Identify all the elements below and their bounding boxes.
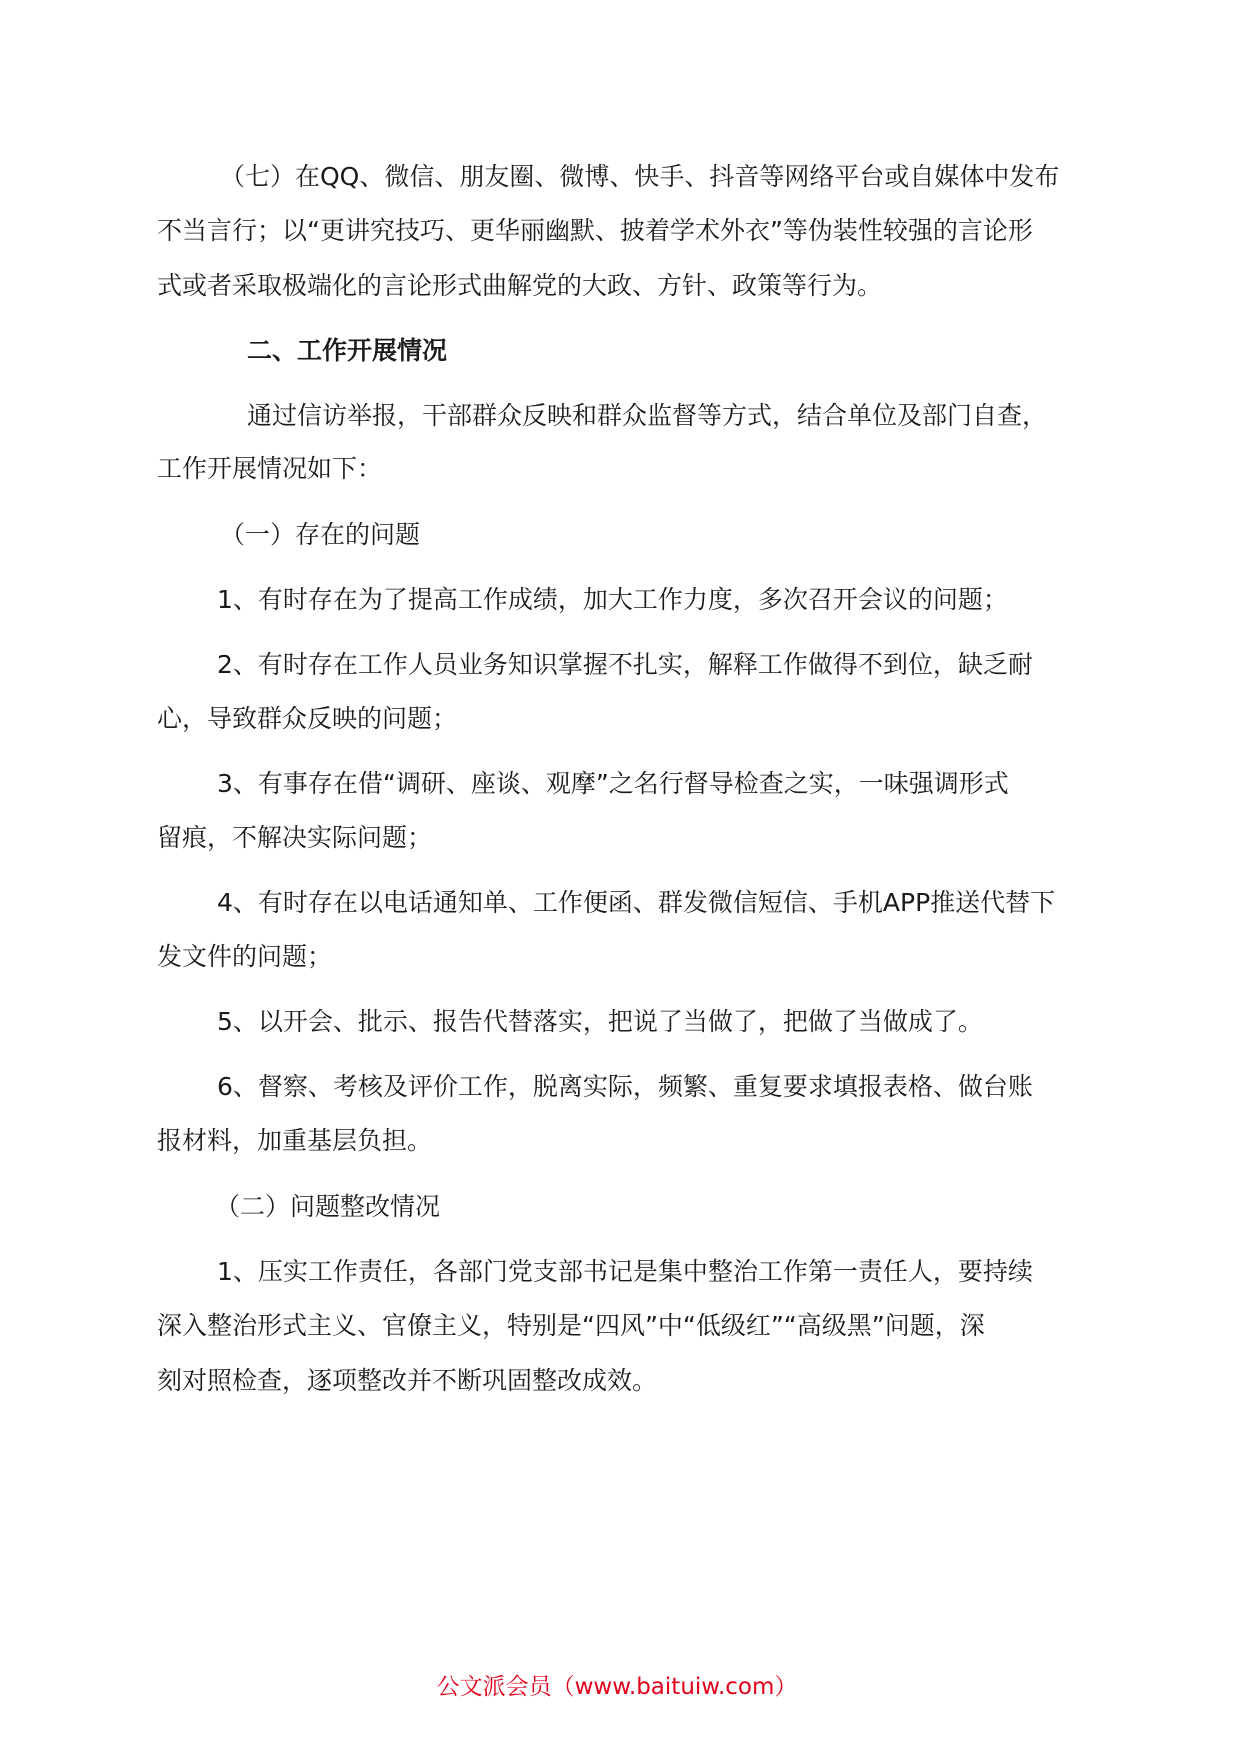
subheading-rectification: （二）问题整改情况 [215,1192,441,1221]
problem-item-4-line-1: 4、有时存在以电话通知单、工作便函、群发微信短信、手机APP推送代替下 [217,888,1056,917]
footer-watermark: 公文派会员（www.baituiw.com） [436,1674,798,1700]
section-heading-2: 二、工作开展情况 [247,336,448,365]
problem-item-5: 5、以开会、批示、报告代替落实，把说了当做了，把做了当做成了。 [217,1007,983,1036]
rectify-item-1-line-1: 1、压实工作责任，各部门党支部书记是集中整治工作第一责任人，要持续 [217,1257,1033,1286]
rectify-item-1-line-2: 深入整治形式主义、官僚主义，特别是“四风”中“低级红”“高级黑”问题，深 [157,1311,985,1340]
subheading-problems: （一）存在的问题 [220,520,421,549]
problem-item-2-line-1: 2、有时存在工作人员业务知识掌握不扎实，解释工作做得不到位，缺乏耐 [217,650,1033,679]
intro-line-1: 通过信访举报，干部群众反映和群众监督等方式，结合单位及部门自查， [247,401,1048,430]
problem-item-3-line-2: 留痕，不解决实际问题； [157,823,433,852]
problem-item-6-line-2: 报材料，加重基层负担。 [157,1126,433,1155]
problem-item-2-line-2: 心，导致群众反映的问题； [157,704,458,733]
paragraph-qi-line-1: （七）在QQ、微信、朋友圈、微博、快手、抖音等网络平台或自媒体中发布 [220,162,1060,191]
paragraph-qi-line-3: 式或者采取极端化的言论形式曲解党的大政、方针、政策等行为。 [157,271,883,300]
paragraph-qi-line-2: 不当言行；以“更讲究技巧、更华丽幽默、披着学术外衣”等伪装性较强的言论形 [157,216,1033,245]
problem-item-1: 1、有时存在为了提高工作成绩，加大工作力度，多次召开会议的问题； [217,585,1008,614]
problem-item-3-line-1: 3、有事存在借“调研、座谈、观摩”之名行督导检查之实，一味强调形式 [217,769,1009,798]
problem-item-4-line-2: 发文件的问题； [157,942,333,971]
problem-item-6-line-1: 6、督察、考核及评价工作，脱离实际，频繁、重复要求填报表格、做台账 [217,1072,1033,1101]
intro-line-2: 工作开展情况如下： [157,454,383,483]
rectify-item-1-line-3: 刻对照检查，逐项整改并不断巩固整改成效。 [157,1366,658,1395]
